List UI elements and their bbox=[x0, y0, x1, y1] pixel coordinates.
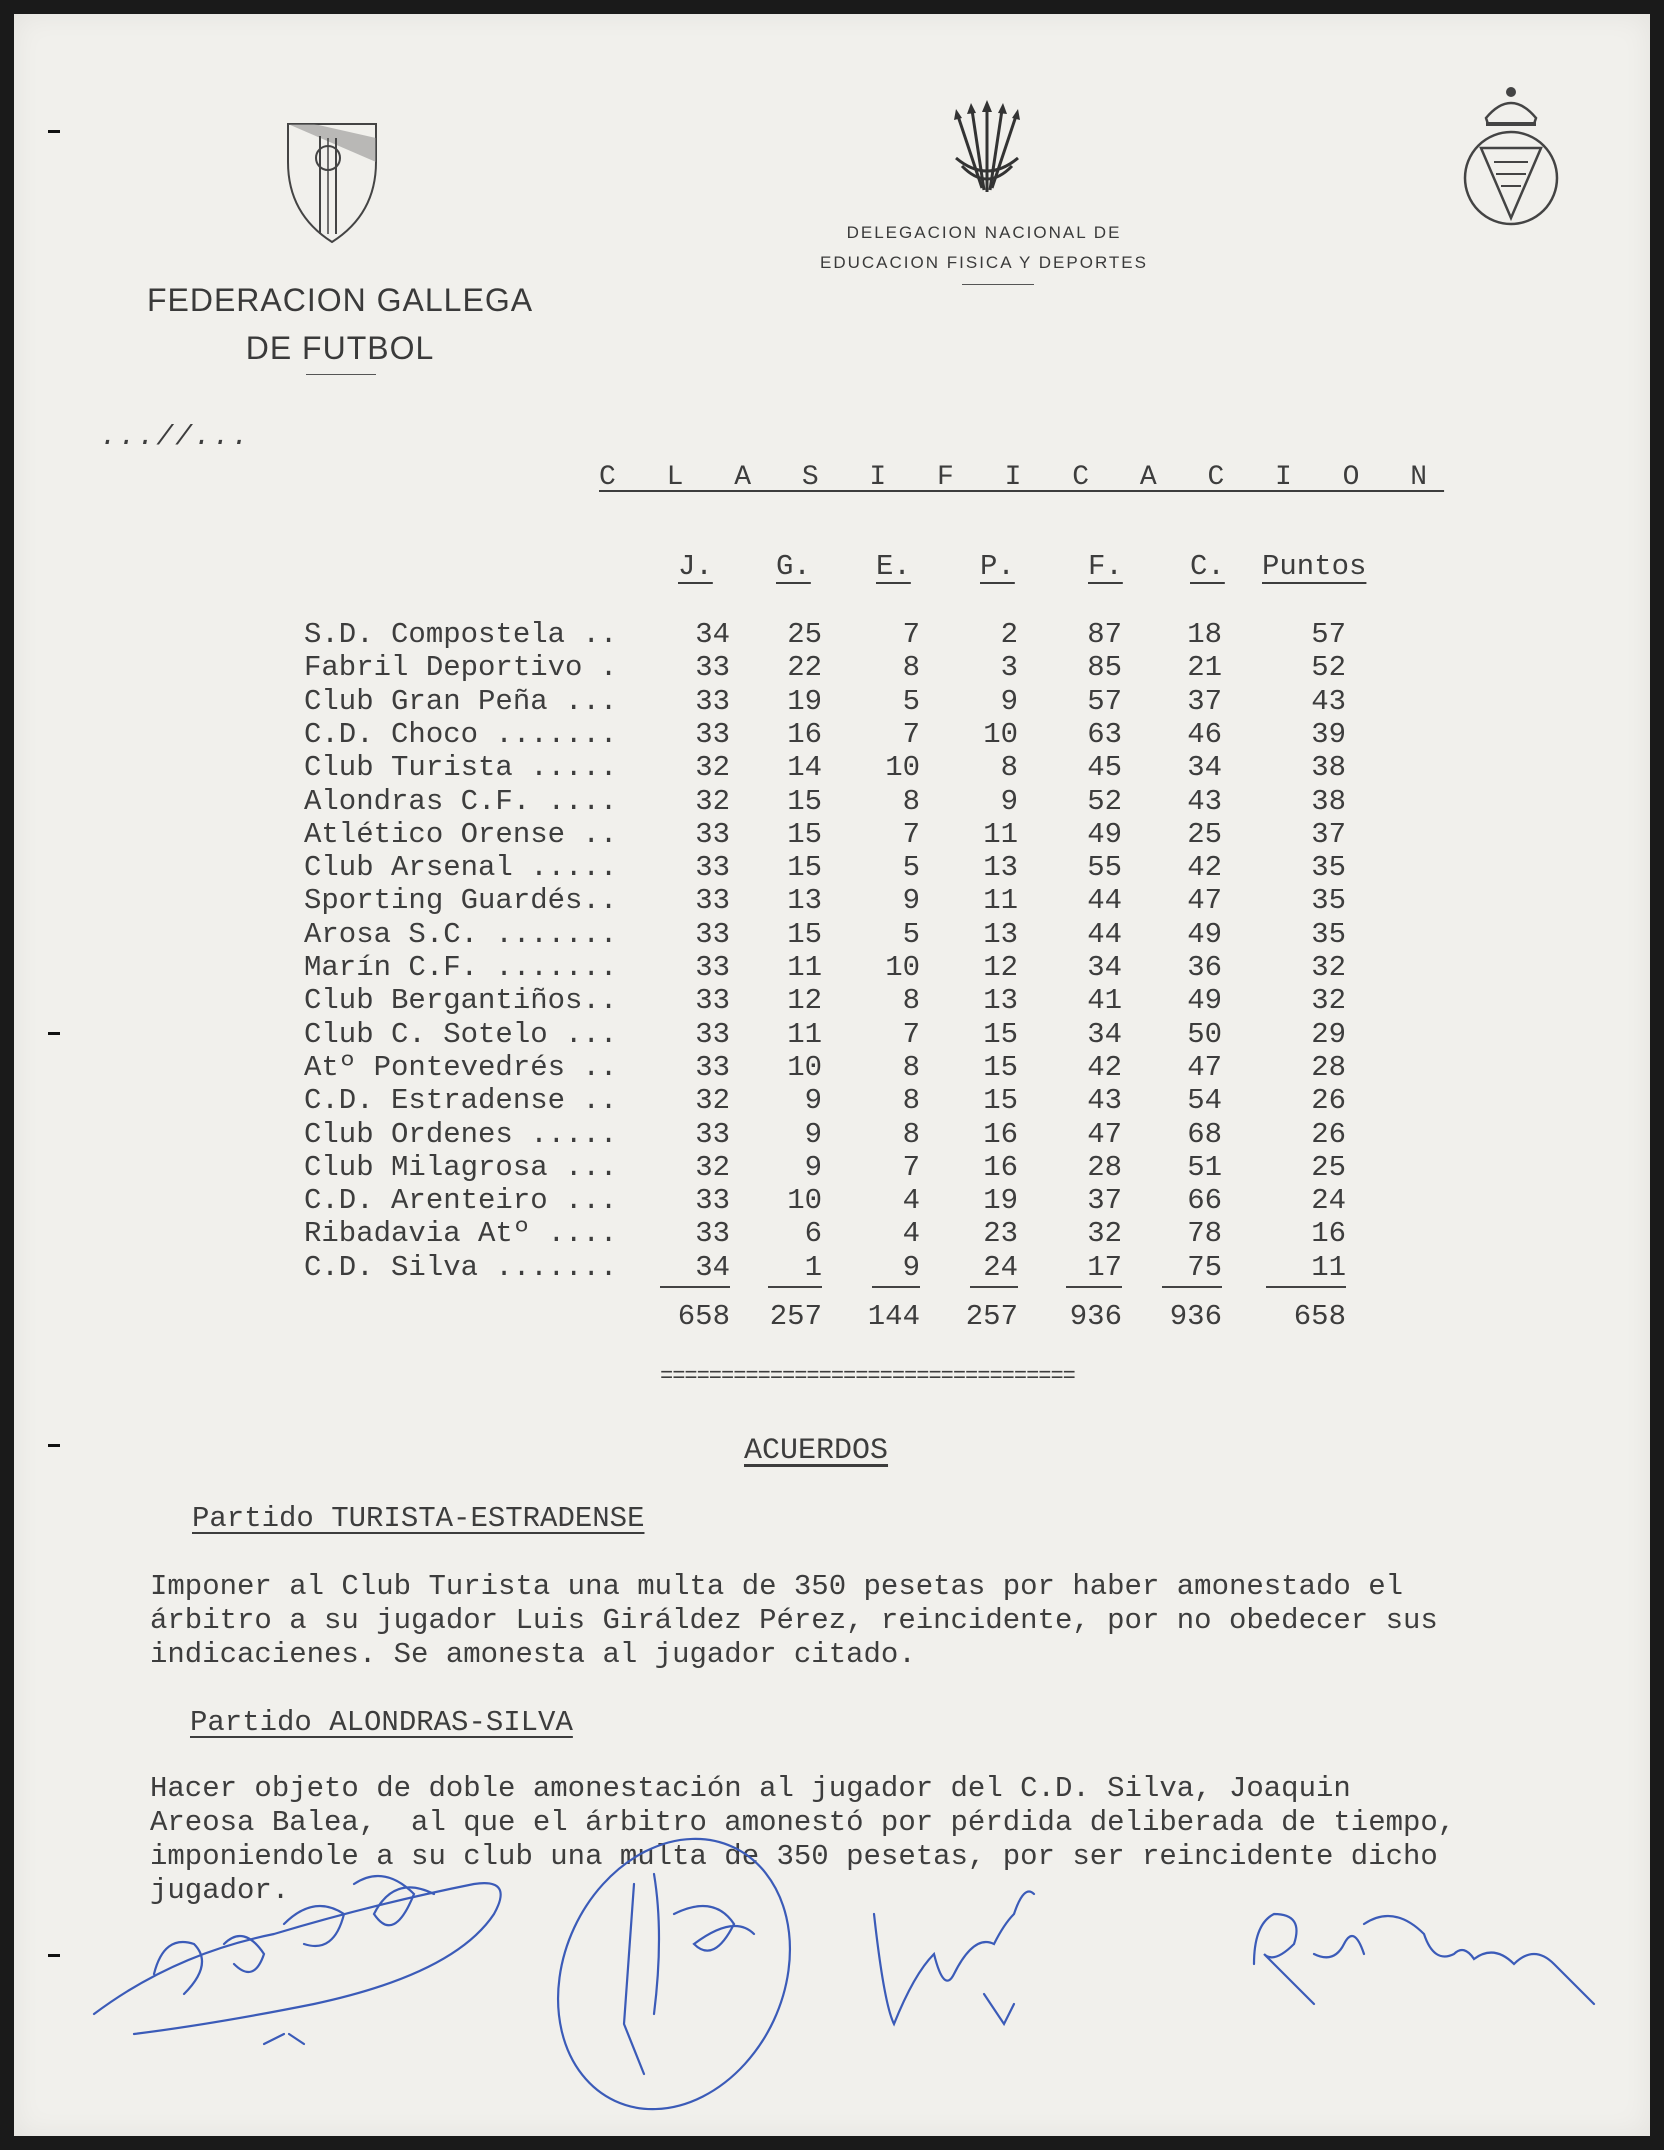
table-cell: 8 bbox=[902, 784, 920, 818]
table-cell: 35 bbox=[1311, 917, 1346, 951]
team-name: C.D. Silva ....... bbox=[304, 1250, 618, 1284]
table-cell: 33 bbox=[695, 851, 730, 885]
table-cell: 33 bbox=[695, 951, 730, 984]
table-cell: 33 bbox=[695, 1050, 730, 1084]
table-cell: 42 bbox=[1087, 1050, 1122, 1084]
column-header: G. bbox=[776, 550, 811, 583]
team-name: C.D. Estradense .. bbox=[304, 1084, 618, 1118]
table-cell: 8 bbox=[902, 651, 920, 685]
table-cell: 37 bbox=[1187, 684, 1222, 718]
table-cell: 28 bbox=[1087, 1150, 1122, 1184]
match2-title: Partido ALONDRAS-SILVA bbox=[190, 1706, 573, 1739]
signature-3 bbox=[874, 1892, 1034, 2025]
table-cell: 9 bbox=[804, 1117, 822, 1151]
table-cell: 9 bbox=[1000, 684, 1018, 718]
table-cell: 14 bbox=[787, 751, 822, 785]
table-cell: 33 bbox=[695, 984, 730, 1018]
table-cell: 16 bbox=[983, 1117, 1018, 1151]
table-cell: 49 bbox=[1187, 984, 1222, 1018]
column-header: E. bbox=[876, 550, 911, 583]
table-cell: 47 bbox=[1187, 884, 1222, 918]
table-cell: 36 bbox=[1187, 951, 1222, 984]
table-cell: 9 bbox=[1000, 784, 1018, 818]
column-total: 936 bbox=[1169, 1300, 1222, 1333]
team-name: Alondras C.F. .... bbox=[304, 784, 618, 818]
table-cell: 16 bbox=[787, 717, 822, 751]
table-cell: 34 bbox=[695, 618, 730, 651]
table-cell: 11 bbox=[983, 817, 1018, 851]
team-name: Ribadavia Atº .... bbox=[304, 1217, 618, 1251]
table-cell: 5 bbox=[902, 684, 920, 718]
table-cell: 57 bbox=[1087, 684, 1122, 718]
table-cell: 50 bbox=[1187, 1017, 1222, 1051]
column-header: P. bbox=[980, 550, 1015, 583]
table-cell: 11 bbox=[787, 1017, 822, 1051]
table-cell: 8 bbox=[1000, 751, 1018, 785]
column-total: 257 bbox=[769, 1300, 822, 1333]
table-cell: 13 bbox=[787, 884, 822, 918]
table-cell: 35 bbox=[1311, 884, 1346, 918]
table-cell: 15 bbox=[787, 784, 822, 818]
table-cell: 37 bbox=[1311, 817, 1346, 851]
table-cell: 26 bbox=[1311, 1117, 1346, 1151]
table-cell: 10 bbox=[885, 751, 920, 785]
table-cell: 18 bbox=[1187, 618, 1222, 651]
federation-line-2: DE FUTBOL bbox=[245, 330, 435, 366]
table-cell: 33 bbox=[695, 651, 730, 685]
table-cell: 33 bbox=[695, 717, 730, 751]
table-cell: 52 bbox=[1311, 651, 1346, 685]
team-name: Arosa S.C. ....... bbox=[304, 917, 618, 951]
table-cell: 34 bbox=[1087, 1017, 1122, 1051]
table-cell: 33 bbox=[695, 1184, 730, 1218]
table-cell: 15 bbox=[787, 817, 822, 851]
table-cell: 51 bbox=[1187, 1150, 1222, 1184]
table-cell: 9 bbox=[804, 1084, 822, 1118]
table-cell: 33 bbox=[695, 1017, 730, 1051]
table-cell: 10 bbox=[885, 951, 920, 984]
table-cell: 78 bbox=[1187, 1217, 1222, 1251]
match2-text: Hacer objeto de doble amonestación al jugador del C.D. Silva, Joaquin Areosa Balea, al que el árbitro amonestó por pérdida deliberada de tiempo, imponiendole a su club una multa de 350 pesetas, por ser reincidente dicho jugador. bbox=[150, 1772, 1456, 1907]
table-cell: 49 bbox=[1087, 817, 1122, 851]
table-cell: 16 bbox=[983, 1150, 1018, 1184]
table-cell: 13 bbox=[983, 851, 1018, 885]
table-cell: 8 bbox=[902, 984, 920, 1018]
table-cell: 34 bbox=[1187, 751, 1222, 785]
table-cell: 38 bbox=[1311, 751, 1346, 785]
table-cell: 21 bbox=[1187, 651, 1222, 685]
table-cell: 15 bbox=[983, 1050, 1018, 1084]
team-name: Club Gran Peña ... bbox=[304, 684, 618, 718]
table-cell: 11 bbox=[787, 951, 822, 984]
table-cell: 33 bbox=[695, 817, 730, 851]
team-name: Club Ordenes ..... bbox=[304, 1117, 618, 1151]
table-cell: 12 bbox=[983, 951, 1018, 984]
team-name: Fabril Deportivo . bbox=[304, 651, 618, 685]
table-cell: 2 bbox=[1000, 618, 1018, 651]
table-cell: 44 bbox=[1087, 884, 1122, 918]
table-cell: 41 bbox=[1087, 984, 1122, 1018]
table-cell: 13 bbox=[983, 984, 1018, 1018]
table-cell: 19 bbox=[787, 684, 822, 718]
table-cell: 33 bbox=[695, 1217, 730, 1251]
table-cell: 4 bbox=[902, 1184, 920, 1218]
table-cell: 12 bbox=[787, 984, 822, 1018]
table-cell: 47 bbox=[1087, 1117, 1122, 1151]
column-header: Puntos bbox=[1262, 550, 1367, 583]
table-cell: 33 bbox=[695, 1117, 730, 1151]
table-cell: 34 bbox=[1087, 951, 1122, 984]
table-cell: 4 bbox=[902, 1217, 920, 1251]
table-cell: 23 bbox=[983, 1217, 1018, 1251]
team-name: Club Milagrosa ... bbox=[304, 1150, 618, 1184]
table-cell: 37 bbox=[1087, 1184, 1122, 1218]
table-cell: 68 bbox=[1187, 1117, 1222, 1151]
table-cell: 87 bbox=[1087, 618, 1122, 651]
table-cell: 15 bbox=[787, 917, 822, 951]
table-cell: 43 bbox=[1087, 1084, 1122, 1118]
table-cell: 8 bbox=[902, 1084, 920, 1118]
table-cell: 66 bbox=[1187, 1184, 1222, 1218]
team-name: S.D. Compostela .. bbox=[304, 618, 618, 651]
signatures bbox=[14, 14, 1650, 2136]
table-cell: 32 bbox=[695, 1084, 730, 1118]
column-total: 936 bbox=[1069, 1300, 1122, 1333]
table-cell: 10 bbox=[787, 1184, 822, 1218]
table-cell: 15 bbox=[983, 1017, 1018, 1051]
table-cell: 85 bbox=[1087, 651, 1122, 685]
table-cell: 19 bbox=[983, 1184, 1018, 1218]
table-cell: 47 bbox=[1187, 1050, 1222, 1084]
table-cell: 11 bbox=[1311, 1250, 1346, 1284]
match1-title: Partido TURISTA-ESTRADENSE bbox=[192, 1502, 645, 1535]
table-cell: 24 bbox=[1311, 1184, 1346, 1218]
table-cell: 63 bbox=[1087, 717, 1122, 751]
table-cell: 29 bbox=[1311, 1017, 1346, 1051]
table-cell: 7 bbox=[902, 1017, 920, 1051]
column-total: 144 bbox=[867, 1300, 920, 1333]
team-name: Club Bergantiños.. bbox=[304, 984, 618, 1018]
table-cell: 22 bbox=[787, 651, 822, 685]
table-cell: 26 bbox=[1311, 1084, 1346, 1118]
team-name: Club Arsenal ..... bbox=[304, 851, 618, 885]
table-cell: 10 bbox=[787, 1050, 822, 1084]
table-cell: 39 bbox=[1311, 717, 1346, 751]
table-cell: 45 bbox=[1087, 751, 1122, 785]
column-total: 658 bbox=[1293, 1300, 1346, 1333]
team-name: C.D. Arenteiro ... bbox=[304, 1184, 618, 1218]
table-cell: 25 bbox=[787, 618, 822, 651]
column-header: C. bbox=[1190, 550, 1225, 583]
column-header: J. bbox=[678, 550, 713, 583]
table-cell: 43 bbox=[1187, 784, 1222, 818]
federation-line-1: FEDERACION GALLEGA bbox=[146, 282, 534, 318]
table-cell: 16 bbox=[1311, 1217, 1346, 1251]
table-cell: 11 bbox=[983, 884, 1018, 918]
table-cell: 46 bbox=[1187, 717, 1222, 751]
table-cell: 7 bbox=[902, 1150, 920, 1184]
document-page bbox=[14, 14, 1650, 2136]
table-cell: 52 bbox=[1087, 784, 1122, 818]
table-cell: 35 bbox=[1311, 851, 1346, 885]
table-cell: 8 bbox=[902, 1117, 920, 1151]
table-cell: 43 bbox=[1311, 684, 1346, 718]
table-cell: 7 bbox=[902, 817, 920, 851]
table-cell: 7 bbox=[902, 618, 920, 651]
column-total: 257 bbox=[965, 1300, 1018, 1333]
table-cell: 9 bbox=[902, 1250, 920, 1284]
team-name: Atlético Orense .. bbox=[304, 817, 618, 851]
table-cell: 9 bbox=[902, 884, 920, 918]
table-cell: 3 bbox=[1000, 651, 1018, 685]
table-cell: 15 bbox=[787, 851, 822, 885]
team-name: C.D. Choco ....... bbox=[304, 717, 618, 751]
totals-double-rule: ================================== bbox=[660, 1364, 1075, 1389]
team-name: Club C. Sotelo ... bbox=[304, 1017, 618, 1051]
table-cell: 57 bbox=[1311, 618, 1346, 651]
table-cell: 54 bbox=[1187, 1084, 1222, 1118]
table-cell: 32 bbox=[695, 1150, 730, 1184]
signature-2 bbox=[515, 1801, 833, 2136]
table-cell: 44 bbox=[1087, 917, 1122, 951]
table-cell: 32 bbox=[1087, 1217, 1122, 1251]
signature-1 bbox=[94, 1876, 501, 2044]
table-cell: 38 bbox=[1311, 784, 1346, 818]
table-cell: 49 bbox=[1187, 917, 1222, 951]
team-name: Sporting Guardés.. bbox=[304, 884, 618, 918]
table-cell: 33 bbox=[695, 917, 730, 951]
table-cell: 9 bbox=[804, 1150, 822, 1184]
table-cell: 32 bbox=[1311, 984, 1346, 1018]
team-name: Marín C.F. ....... bbox=[304, 951, 618, 984]
table-cell: 28 bbox=[1311, 1050, 1346, 1084]
delegation-line-2: EDUCACION FISICA Y DEPORTES bbox=[820, 253, 1148, 272]
table-cell: 32 bbox=[1311, 951, 1346, 984]
table-cell: 10 bbox=[983, 717, 1018, 751]
column-header: F. bbox=[1088, 550, 1123, 583]
table-cell: 33 bbox=[695, 884, 730, 918]
table-cell: 34 bbox=[695, 1250, 730, 1284]
table-cell: 42 bbox=[1187, 851, 1222, 885]
table-cell: 25 bbox=[1311, 1150, 1346, 1184]
table-cell: 25 bbox=[1187, 817, 1222, 851]
table-cell: 17 bbox=[1087, 1250, 1122, 1284]
classification-title: C L A S I F I C A C I O N bbox=[599, 462, 1445, 493]
agreements-title: ACUERDOS bbox=[744, 1434, 889, 1468]
match1-text: Imponer al Club Turista una multa de 350 pesetas por haber amonestado el árbitro a su jugador Luis Giráldez Pérez, reincidente, por no obedecer sus indicacienes. Se amonesta al jugador citado. bbox=[150, 1570, 1438, 1671]
table-cell: 24 bbox=[983, 1250, 1018, 1284]
column-total: 658 bbox=[677, 1300, 730, 1333]
table-cell: 55 bbox=[1087, 851, 1122, 885]
table-cell: 5 bbox=[902, 851, 920, 885]
table-cell: 13 bbox=[983, 917, 1018, 951]
table-cell: 15 bbox=[983, 1084, 1018, 1118]
table-cell: 32 bbox=[695, 784, 730, 818]
table-cell: 6 bbox=[804, 1217, 822, 1251]
table-cell: 32 bbox=[695, 751, 730, 785]
table-cell: 75 bbox=[1187, 1250, 1222, 1284]
team-name: Club Turista ..... bbox=[304, 751, 618, 785]
table-cell: 33 bbox=[695, 684, 730, 718]
signature-4 bbox=[1254, 1914, 1594, 2004]
table-cell: 5 bbox=[902, 917, 920, 951]
table-cell: 7 bbox=[902, 717, 920, 751]
team-name: Atº Pontevedrés .. bbox=[304, 1050, 618, 1084]
delegation-line-1: DELEGACION NACIONAL DE bbox=[846, 223, 1122, 242]
table-cell: 1 bbox=[804, 1250, 822, 1284]
page-reference: ...//... bbox=[100, 422, 251, 453]
table-cell: 8 bbox=[902, 1050, 920, 1084]
